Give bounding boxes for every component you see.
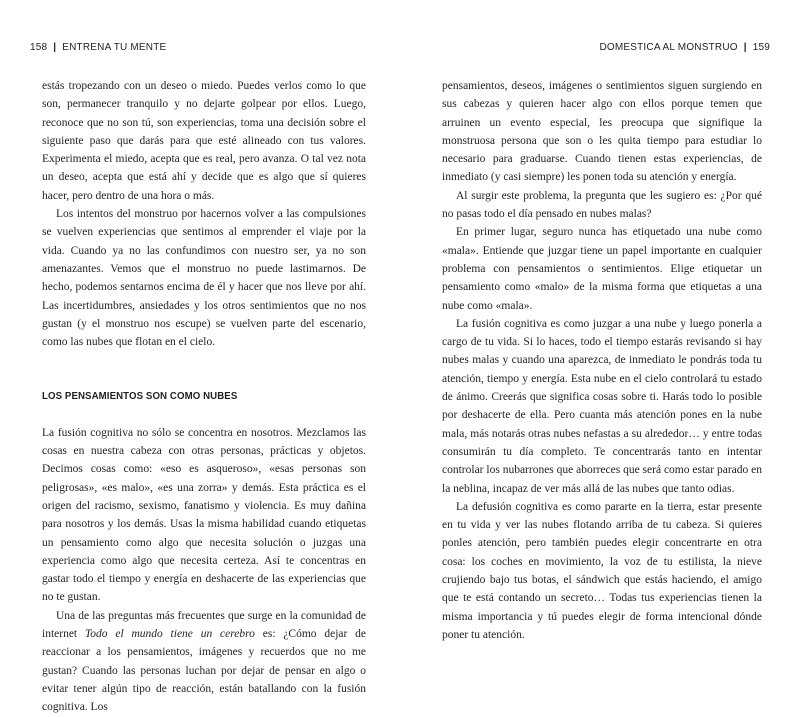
right-running-header <box>599 42 770 53</box>
left-page <box>0 0 400 714</box>
section-title: LOS PENSAMIENTOS SON COMO NUBES <box>42 390 238 403</box>
paragraph: pensamientos, deseos, imágenes o sentimientos siguen surgiendo en sus cabezas y quieren hacer algo con ellos porque temen que arruinen un evento especial, les preocupa que signifique la monstruosa persona que son o les quita tiempo para estudiar lo necesario para graduarse. Cuando tienen estas experiencias, de inmediato (y casi siempre) les ponen toda su atención y energía. <box>442 80 762 184</box>
text-run: es: ¿Cómo dejar de reaccionar a los pensamientos, imágenes y recuerdos que no me gustan? Cuando las personas luchan por dejar de pensar en algo o evitar tener algún tipo de reacción, están batallando con la fusión cognitiva. Los <box>42 628 367 714</box>
header-separator: | <box>743 42 747 53</box>
left-page-number: 158 <box>30 42 48 53</box>
italic-title: Todo el mundo tiene un cerebro <box>84 628 255 641</box>
text-run: Una de las preguntas más frecuentes que surge en la comunidad de internet <box>42 609 366 641</box>
paragraph: estás tropezando con un deseo o miedo. Puedes verlos como lo que son, permanecer tranquilo y no dejarte golpear por ellos. Luego, reconoce que no son tú, son experiencias, toma una decisión sobre el siguiente paso que darás para que esté alineado con tus valores. Experimenta el miedo, acepta que es real, pero avanza. O tal vez nota un deseo, acepta que está ahí y decide que es algo que sí quieres hacer, pero dentro de una hora o más. <box>42 80 366 202</box>
paragraph: La fusión cognitiva no sólo se concentra en nosotros. Mezclamos las cosas en nuestra cabeza con otras personas, prácticas y objetos. Decimos cosas como: «eso es asqueroso», «esas personas son peligrosas», «es malo», «es una zorra» y demás. Esta práctica es el origen del racismo, sexismo, fanatismo y violencia. Es muy dañina para nosotros y los demás. Usas la misma habilidad cuando etiquetas un pensamiento como algo que necesita solución o juzgas una experiencia como algo que necesita certeza. Así te concentras en gastar todo el tiempo y energía en deshacerte de las experiencias que no te gustan. <box>42 426 366 604</box>
right-running-title: DOMESTICA AL MONSTRUO <box>599 42 738 53</box>
paragraph <box>42 607 366 717</box>
left-running-header <box>30 42 166 53</box>
paragraph: La fusión cognitiva es como juzgar a una nube y luego ponerla a cargo de tu vida. Si lo haces, todo el tiempo estarás revisando si hay nubes malas y cuando una aparezca, de inmediato le pondrás toda tu atención, tiempo y energía. Esta nube en el cielo controlará tu estado de ánimo. Creerás que significa cosas sobre ti. Harás todo lo posible por deshacerte de ella. Pero cuanta más atención pones en la nube mala, más notarás otras nubes nefastas a su alrededor… y entre todas consumirán tu día completo. Te concentrarás tanto en intentar controlar los nubarrones que aborreces que será como estar parado en la neblina, incapaz de ver más allá de las nubes que tanto odias. <box>442 317 762 495</box>
header-separator: | <box>53 42 57 53</box>
paragraph: Los intentos del monstruo por hacernos volver a las compulsiones se vuelven experiencias que sentimos al emprender el viaje por la vida. Cuando ya no las confundimos con nuestro ser, ya no son amenazantes. Vemos que el monstruo no puede lastimarnos. De hecho, podemos sentarnos encima de él y hacer que nos lleve por ahí. Las incertidumbres, ansiedades y los otros sentimientos que no nos gustan (y el monstruo nos escupe) se vuelven parte del escenario, como las nubes que flotan en el cielo. <box>42 208 366 349</box>
right-page-body <box>442 77 762 644</box>
right-page-number: 159 <box>752 42 770 53</box>
left-page-body <box>42 77 366 717</box>
paragraph: En primer lugar, seguro nunca has etiquetado una nube como «mala». Entiende que juzgar tiene un papel importante en cualquier problema con pensamientos o sentimientos. Elige etiquetar un pensamiento como «malo» de la misma forma que etiquetas a una nube como «mala». <box>442 226 762 312</box>
paragraph: La defusión cognitiva es como pararte en la tierra, estar presente en tu vida y ver las nubes flotando arriba de tu cabeza. Si quieres ponles atención, pero también puedes elegir concentrarte en otra cosa: los coches en movimiento, la voz de tu estilista, la nieve crujiendo bajo tus botas, el sándwich que estás haciendo, el amigo que te está contando un secreto… Todas tus experiencias tienen la misma importancia y tú puedes elegir de forma intencional dónde poner tu atención. <box>442 500 762 641</box>
right-page <box>400 0 800 641</box>
paragraph: Al surgir este problema, la pregunta que les sugiero es: ¿Por qué no pasas todo el día pensado en nubes malas? <box>442 189 762 221</box>
left-running-title: ENTRENA TU MENTE <box>62 42 167 53</box>
